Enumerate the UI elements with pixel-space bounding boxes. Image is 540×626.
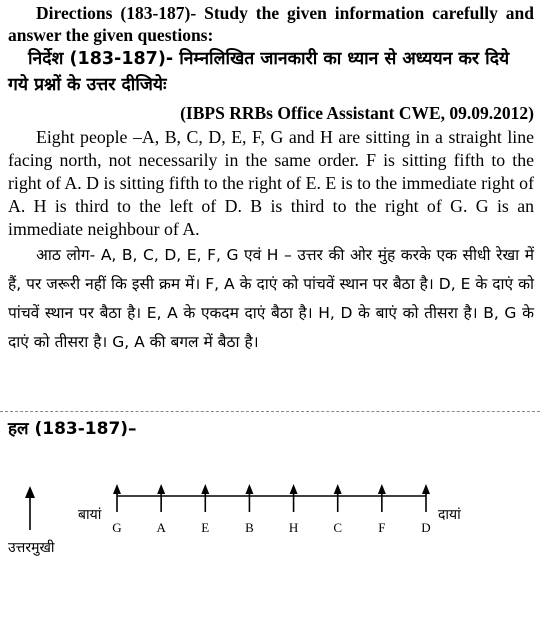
passage-english: Eight people –A, B, C, D, E, F, G and H are sitting in a straight line facing north, not necessarily in the same order. F is sitting fifth to the right of A. D is sitting fifth to the right of E. E is to the immediate right of A. H is third to the left of D. B is third to the right of G. G is an immediate neighbour of A. — [8, 127, 534, 239]
seating-diagram — [0, 470, 540, 580]
question-document — [8, 0, 534, 357]
seat-arrowhead-icon — [201, 484, 209, 494]
seat-g — [112, 484, 121, 535]
seat-e — [201, 484, 209, 535]
seat-f — [378, 484, 386, 535]
seat-label: F — [378, 520, 386, 535]
facing-north-label: उत्तरमुखी — [8, 541, 55, 556]
north-arrow-icon — [25, 486, 35, 530]
seat-label: B — [245, 520, 254, 535]
seat-b — [245, 484, 254, 535]
passage-hindi: आठ लोग- A, B, C, D, E, F, G एवं H – उत्तर की ओर मुंह करके एक सीधी रेखा में हैं, पर जरूरी नहीं कि इसी क्रम में। F, A के दाएं को पांचवें स्थान पर बैठा है। D, E के दाएं को पांचवें स्थान पर बैठा है। E, A के एकदम दाएं बैठा है। H, D के बाएं को तीसरा है। B, G के दाएं को तीसरा है। G, A की बगल में बैठा है। — [8, 246, 534, 351]
seat-arrowhead-icon — [245, 484, 253, 494]
seat-label: D — [421, 520, 431, 535]
seat-label: G — [112, 520, 122, 535]
directions-heading-english: Directions (183-187)- Study the given information carefully and answer the given questions: — [8, 3, 534, 45]
seat-arrowhead-icon — [378, 484, 386, 494]
left-side-label: बायां — [78, 508, 102, 523]
seat-label: H — [288, 520, 299, 535]
directions-heading-hindi: निर्देश (183-187)- निम्नलिखित जानकारी का ध्यान से अध्ययन कर दिये गये प्रश्नों के उत्तर दीजियेः — [8, 49, 510, 95]
seat-markers — [112, 484, 430, 535]
right-side-label: दायां — [438, 508, 461, 523]
seat-arrowhead-icon — [334, 484, 342, 494]
seat-arrowhead-icon — [290, 484, 298, 494]
seat-a — [156, 484, 166, 535]
seat-c — [333, 484, 342, 535]
seat-label: A — [156, 520, 166, 535]
solution-title: हल (183-187)– — [8, 419, 137, 439]
seat-arrowhead-icon — [157, 484, 165, 494]
seat-arrowhead-icon — [113, 484, 121, 494]
section-divider — [0, 411, 540, 412]
seat-label: C — [333, 520, 343, 535]
exam-source: (IBPS RRBs Office Assistant CWE, 09.09.2012) — [180, 103, 534, 123]
seat-h — [289, 484, 298, 535]
seat-arrowhead-icon — [422, 484, 430, 494]
seat-label: E — [201, 520, 210, 535]
seat-d — [421, 484, 430, 535]
